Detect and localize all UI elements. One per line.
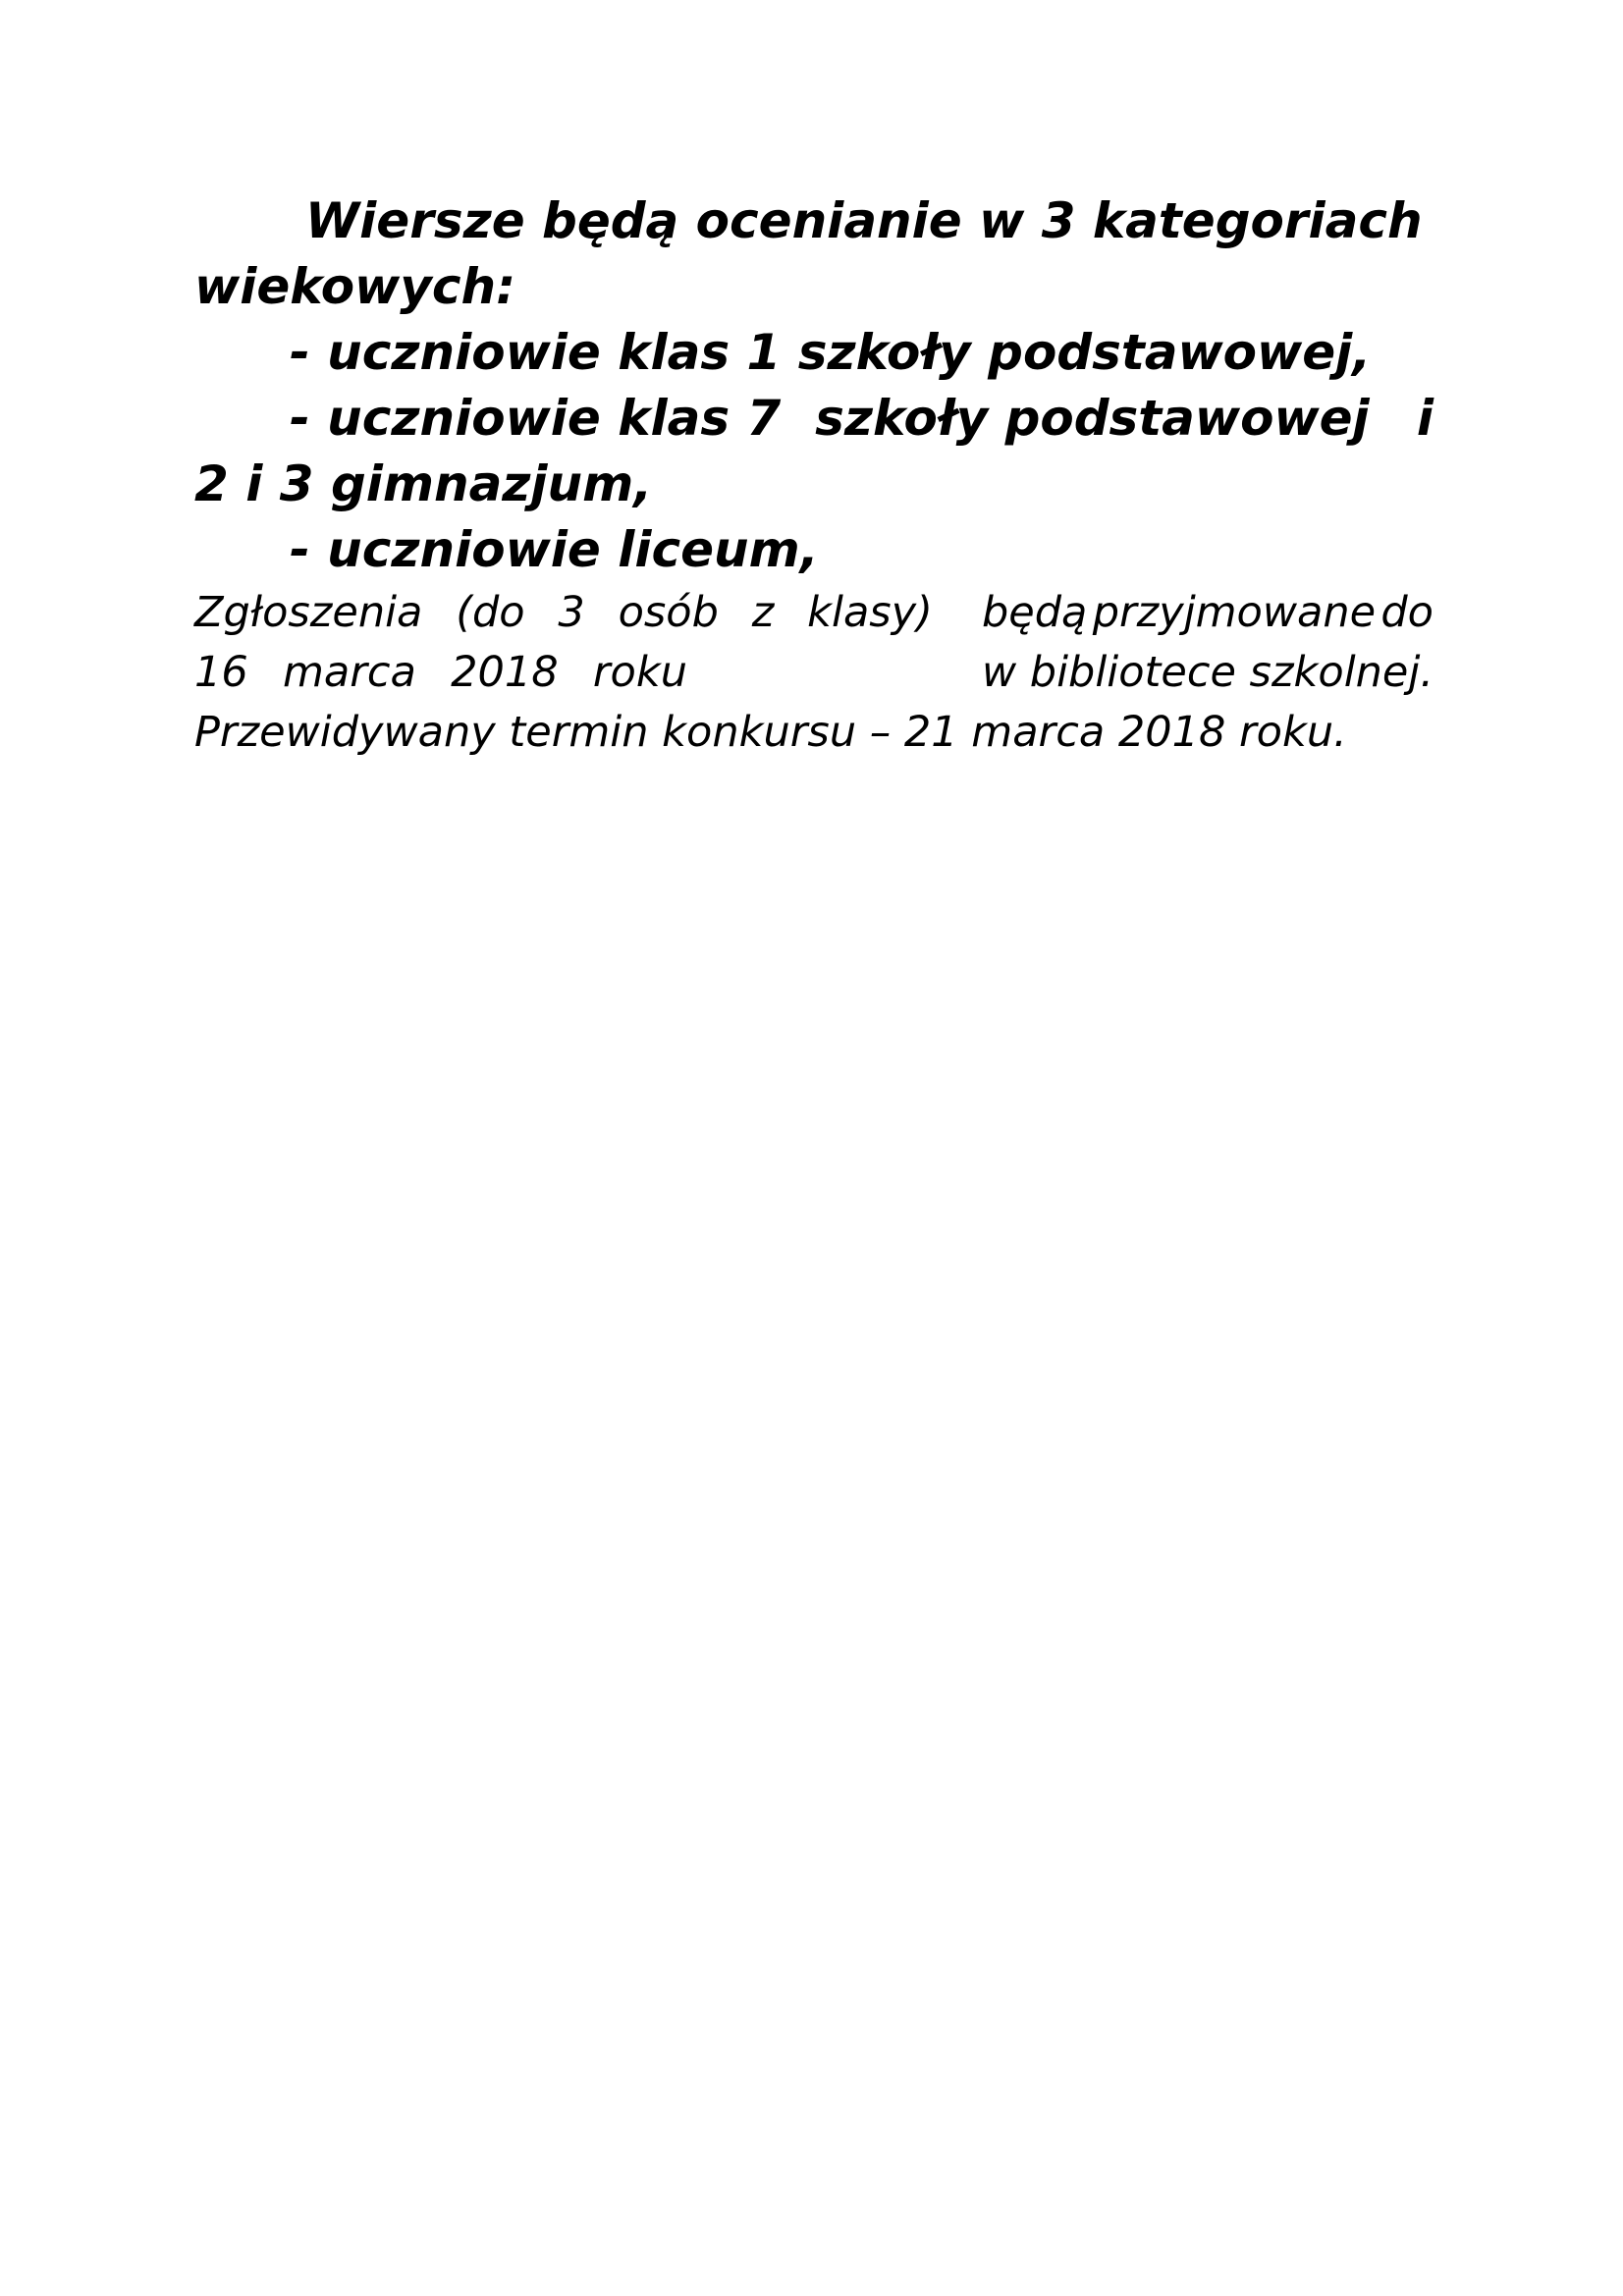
word: szkolnej. <box>1249 648 1434 697</box>
word: 2018 <box>451 648 559 697</box>
word: osób <box>618 588 719 637</box>
registration-line-3 <box>194 703 1434 763</box>
word: (do <box>456 588 525 637</box>
word: 16 <box>194 648 248 697</box>
heading <box>194 188 1434 320</box>
heading-line2: wiekowych: <box>194 258 516 315</box>
page-content <box>194 188 1434 763</box>
category-2-end: i <box>1416 390 1434 447</box>
category-1: - uczniowie klas 1 szkoły podstawowej, <box>290 324 1372 381</box>
registration-line-2-left <box>194 643 687 703</box>
heading-line1: Wiersze będą ocenianie w 3 kategoriach <box>305 192 1423 249</box>
word: marca <box>282 648 416 697</box>
word: z <box>751 588 775 637</box>
category-2 <box>194 386 1434 517</box>
word: 3 <box>558 588 585 637</box>
word: bibliotece <box>1029 648 1236 697</box>
category-3: - uczniowie liceum, <box>290 521 819 578</box>
word: klasy) <box>807 588 933 637</box>
word: roku <box>592 648 687 697</box>
word: do <box>1380 588 1434 637</box>
registration-line-1-right <box>982 583 1434 643</box>
word: będą <box>982 588 1088 637</box>
category-2-continuation: 2 i 3 gimnazjum, <box>194 455 653 512</box>
registration-paragraph <box>194 583 1434 763</box>
registration-line-2 <box>194 643 1434 703</box>
word: przyjmowane <box>1092 588 1377 637</box>
category-2-text: - uczniowie klas 7 szkoły podstawowej <box>290 390 1370 447</box>
registration-line-1-left <box>194 583 933 643</box>
contest-date-text: Przewidywany termin konkursu – 21 marca 2018 roku. <box>194 708 1347 757</box>
registration-line-2-right <box>982 643 1434 703</box>
word: w <box>982 648 1017 697</box>
registration-line-1 <box>194 583 1434 643</box>
word: Zgłoszenia <box>194 588 423 637</box>
